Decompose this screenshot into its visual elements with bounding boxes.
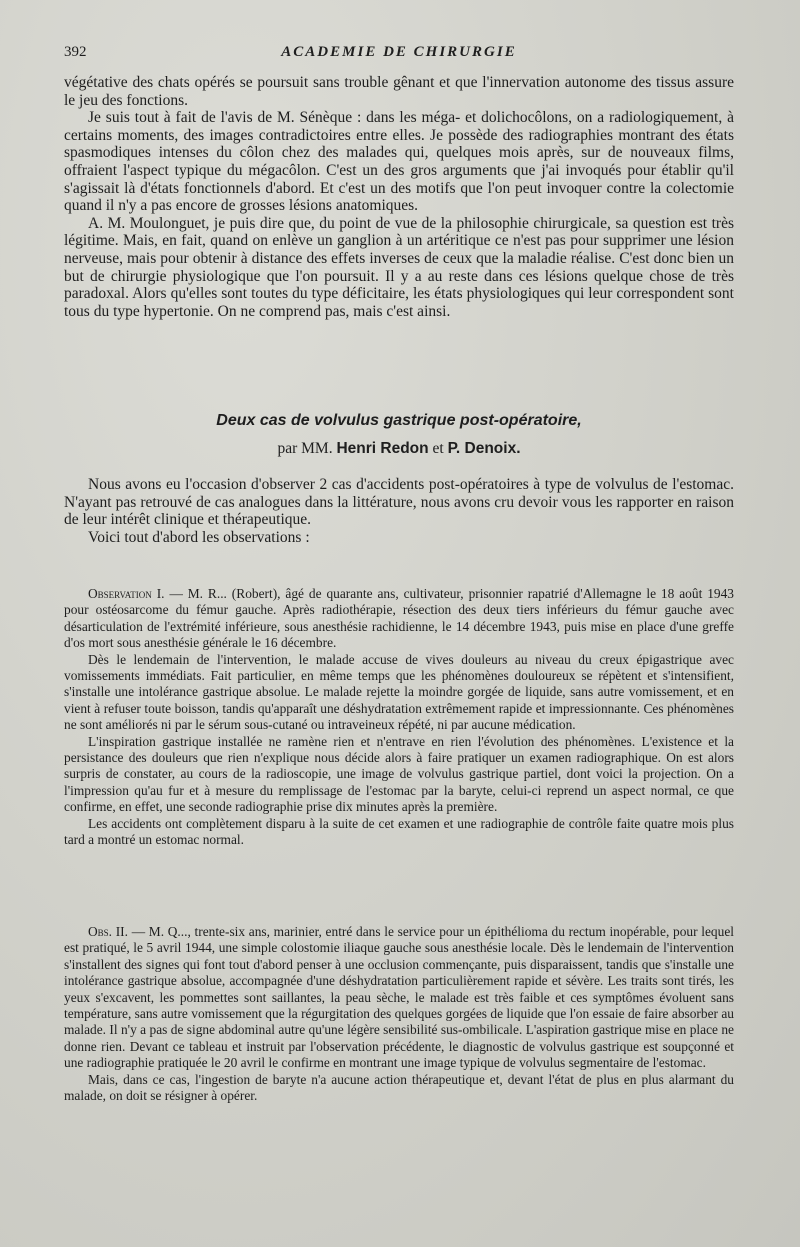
observation-1-paragraph-3: L'inspiration gastrique installée ne ramène rien et n'entrave en rien l'évolution des phénomènes. L'existence et la persistance des douleurs que rien n'explique nous décide alors à faire pratiquer un examen radiographique. On est alors surpris de constater, au cours de la radioscopie, une image de volvulus gastrique partiel, dont voici la projection. On a l'impression qu'au fur et à mesure du remplissage de l'estomac par la baryte, celui-ci reprend un aspect normal, ce que confirme, en effet, une seconde radiographie prise dix minutes après la première. bbox=[64, 733, 734, 815]
observation-1 bbox=[64, 586, 734, 849]
running-title: ACADEMIE DE CHIRURGIE bbox=[281, 44, 517, 60]
observation-1-paragraph-1 bbox=[64, 586, 734, 652]
observation-1-label: Observation I. bbox=[88, 586, 165, 601]
observation-2-paragraph-2: Mais, dans ce cas, l'ingestion de baryte n'a aucune action thérapeutique et, devant l'état de plus en plus alarmant du malade, on doit se résigner à opérer. bbox=[64, 1071, 734, 1104]
observation-2-paragraph-1 bbox=[64, 924, 734, 1072]
discussion-paragraph-2: Je suis tout à fait de l'avis de M. Sénèque : dans les méga- et dolichocôlons, on a radiologiquement, à certains moments, des images contradictoires entre elles. Je possède des radiographies montrant des états spasmodiques intenses du côlon chez des malades qui, quelques mois après, sur de nouveaux films, offraient l'aspect typique du mégacôlon. C'est un des gros arguments que j'ai invoqués pour établir qu'il s'agissait là d'états fonctionnels d'abord. Et c'est un des motifs que l'on peut invoquer contre la colectomie quand il n'y a pas encore de grosses lésions anatomiques. bbox=[64, 109, 734, 215]
intro-paragraph-1: Nous avons eu l'occasion d'observer 2 cas d'accidents post-opératoires à type de volvulus de l'estomac. N'ayant pas retrouvé de cas analogues dans la littérature, nous avons cru devoir vous les rapporter en raison de leur intérêt clinique et thérapeutique. bbox=[64, 476, 734, 529]
article-introduction bbox=[64, 476, 734, 546]
observation-2 bbox=[64, 924, 734, 1104]
discussion-paragraph-1: végétative des chats opérés se poursuit sans trouble gênant et que l'innervation autonome des tissus assure le jeu des fonctions. bbox=[64, 74, 734, 109]
intro-paragraph-2: Voici tout d'abord les observations : bbox=[88, 528, 310, 546]
observation-1-paragraph-2: Dès le lendemain de l'intervention, le malade accuse de vives douleurs au niveau du creux épigastrique avec vomissements immédiats. Fait particulier, en même temps que les phénomènes douloureux se répètent et s'intensifient, s'installe une intolérance gastrique absolue. Le malade rejette la moindre gorgée de liquide, sans autre vomissement, et en vient à refuser toute boisson, tandis qu'apparaît une déshydratation extrêmement rapide et impressionnante. Ces phénomènes ne sont améliorés ni par le sérum sous-cutané ou intraveineux répété, ni par aucune médication. bbox=[64, 651, 734, 733]
observation-1-paragraph-4: Les accidents ont complètement disparu à la suite de cet examen et une radiographie de contrôle faite quatre mois plus tard a montré un estomac normal. bbox=[64, 815, 734, 848]
observation-1-text-1: — M. R... (Robert), âgé de quarante ans, cultivateur, prisonnier rapatrié d'Allemagne le 18 août 1943 pour ostéosarcome du fémur gauche. Après radiothérapie, résection des deux tiers inférieurs du fémur gauche avec désarticulation de l'extrémité inférieure, sous anesthésie rachidienne, le 14 décembre 1943, puis mise en place d'une greffe d'os mort sous anesthésie générale le 16 décembre. bbox=[64, 586, 734, 651]
discussion-paragraph-3: A. M. Moulonguet, je puis dire que, du point de vue de la philosophie chirurgicale, sa question est très légitime. Mais, en fait, quand on enlève un ganglion à un artéritique ce n'est pas pour supprimer une lésion nerveuse, mais pour obtenir à distance des effets inverses de ceux que la maladie réalise. C'est donc bien un but de chirurgie physiologique que l'on poursuit. Il y a au reste dans ces lésions quelque chose de très paradoxal. Alors qu'elles sont toutes du type déficitaire, les états physiologiques qui leur correspondent sont tous du type hypertonie. On ne comprend pas, mais c'est ainsi. bbox=[64, 214, 734, 320]
article-title: Deux cas de volvulus gastrique post-opératoire, bbox=[216, 412, 582, 429]
authors-join: et bbox=[432, 440, 444, 457]
page-header bbox=[64, 44, 734, 64]
article-authors bbox=[64, 440, 734, 458]
observation-2-text-1: — M. Q..., trente-six ans, marinier, entré dans le service pour un épithélioma du rectum inopérable, pour lequel est pratiqué, le 5 avril 1944, une simple colostomie iliaque gauche sous anesthésie locale. Dès le lendemain de l'intervention s'installent des signes qui font tout d'abord penser à une occlusion commençante, puis disparaissent, tandis que s'installe une intolérance gastrique absolue, accompagnée d'une déshydratation particulièrement rapide et sévère. Les traits sont tirés, les yeux s'excavent, les pommettes sont saillantes, la peau sèche, le malade est très faible et ces symptômes évoluent sans température, sans autre vomissement que la régurgitation des quelques gorgées de liquide que l'on essaie de faire absorber au malade. Il n'y a pas de signe abdominal autre qu'une légère sensibilité sus-ombilicale. L'aspiration gastrique mise en place ne donne rien. Devant ce tableau et instruit par l'observation précédente, le diagnostic de volvulus gastrique est soupçonné et une radiographie pratiquée le 20 avril le confirme en montrant une image typique de volvulus segmentaire de l'estomac. bbox=[64, 924, 734, 1071]
discussion-text bbox=[64, 74, 734, 320]
author-1: Henri Redon bbox=[336, 440, 429, 457]
observation-2-label: Obs. II. bbox=[88, 924, 128, 939]
authors-prefix: par MM. bbox=[277, 440, 333, 457]
page-number: 392 bbox=[64, 44, 87, 60]
author-2: P. Denoix. bbox=[447, 440, 521, 457]
